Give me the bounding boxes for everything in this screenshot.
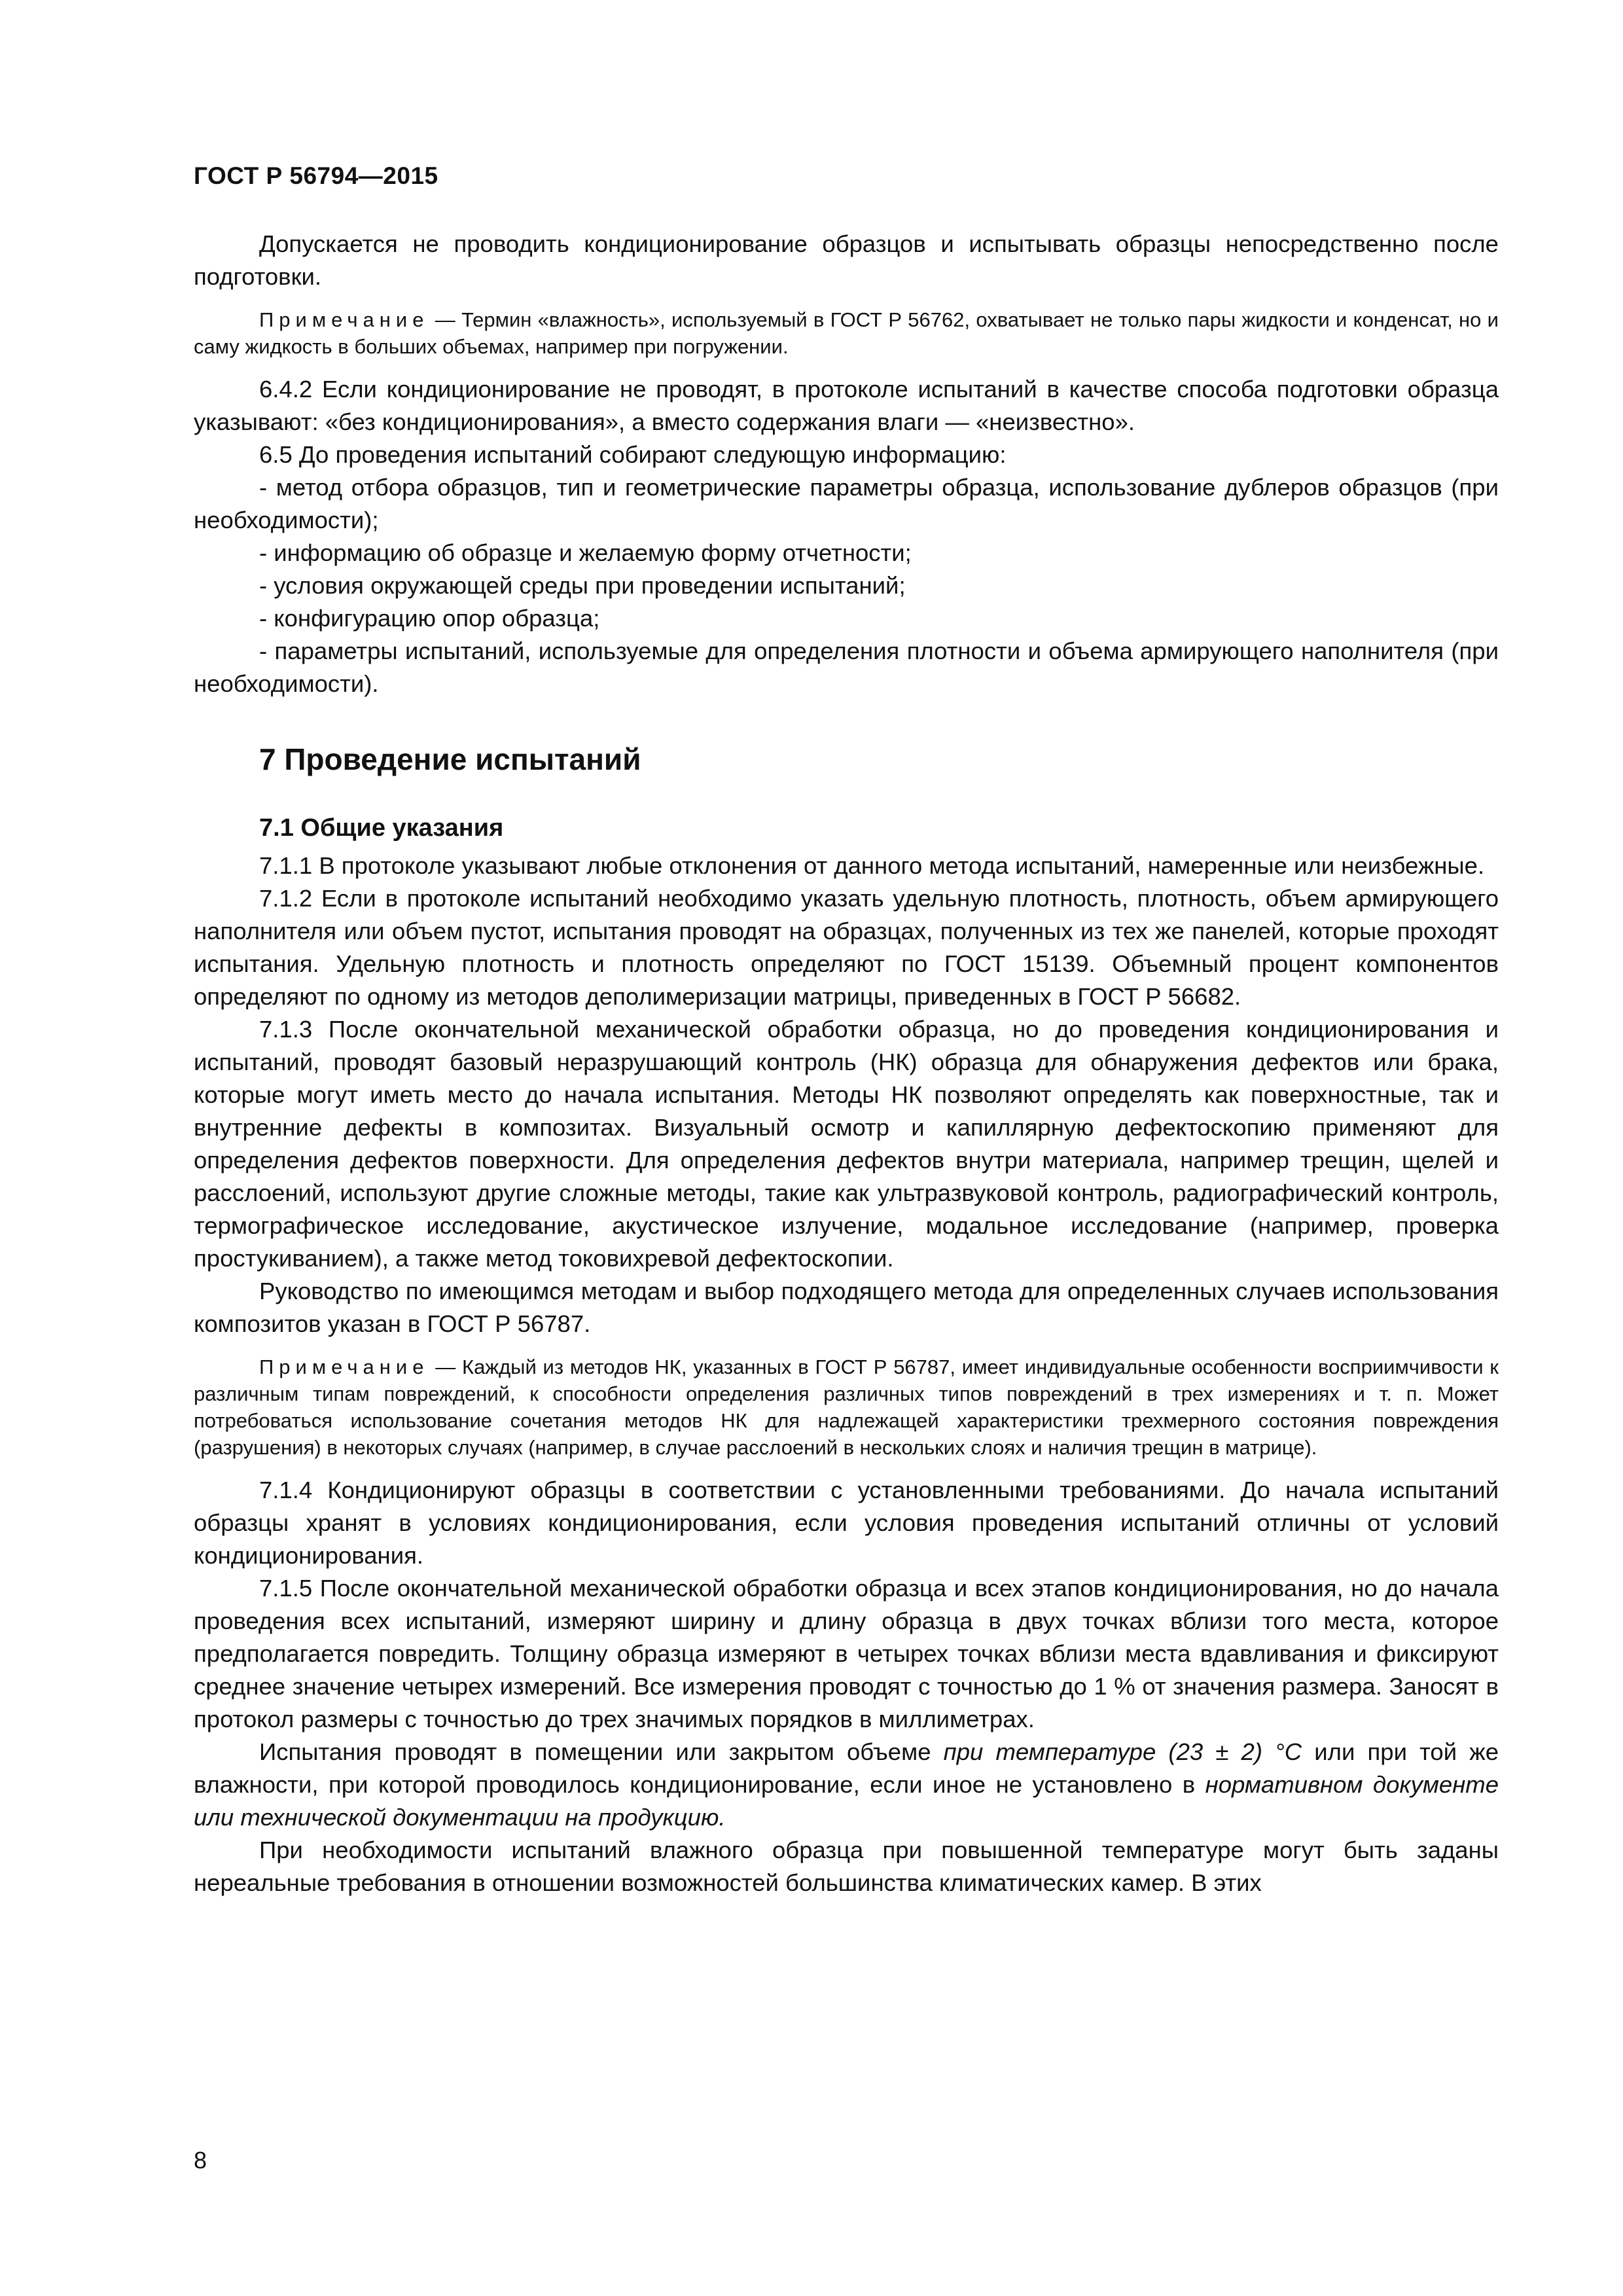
paragraph-7-1-5: 7.1.5 После окончательной механической обработки образца и всех этапов кондиционирования, но до начала проведения всех испытаний, измеряют ширину и длину образца в двух точках вблизи того места, которое предполагается повредить. Толщину образца измеряют в четырех точках вблизи места вдавливания и фиксируют среднее значение четырех измерений. Все измерения проводят с точностью до 1 % от значения размера. Заносят в протокол размеры с точностью до трех значимых порядков в миллиметрах. xyxy=(194,1575,1499,1732)
list-item: - метод отбора образцов, тип и геометрические параметры образца, использование дублеров образцов (при необходимости); xyxy=(194,474,1499,533)
paragraph-6-5: 6.5 До проведения испытаний собирают следующую информацию: xyxy=(259,441,1007,468)
list-item: - информацию об образце и желаемую форму отчетности; xyxy=(259,539,912,566)
note-humidity xyxy=(194,306,1499,360)
document-body xyxy=(194,228,1499,1899)
list-item: - условия окружающей среды при проведении испытаний; xyxy=(259,572,906,599)
paragraph-guide: Руководство по имеющимся методам и выбор подходящего метода для определенных случаев использования композитов указан в ГОСТ Р 56787. xyxy=(194,1278,1499,1337)
paragraph-7-1-2: 7.1.2 Если в протоколе испытаний необходимо указать удельную плотность, плотность, объем армирующего наполнителя или объем пустот, испытания проводят на образцах, полученных из тех же панелей, которые проходят испытания. Удельную плотность и плотность определяют по ГОСТ 15139. Объемный процент компонентов определяют по одному из методов деполимеризации матрицы, приведенных в ГОСТ Р 56682. xyxy=(194,885,1499,1010)
text-run: или при той же влажности, при которой проводилось кондиционирование, если иное не установлено в xyxy=(194,1738,1499,1798)
subsection-heading-7-1: 7.1 Общие указания xyxy=(259,814,504,842)
text-run-italic: нормативном документе или технической документации на продукцию. xyxy=(194,1771,1499,1831)
document-code-header: ГОСТ Р 56794—2015 xyxy=(194,162,438,189)
list-item: - конфигурацию опор образца; xyxy=(259,605,600,632)
paragraph-7-1-3: 7.1.3 После окончательной механической обработки образца, но до проведения кондиционирования и испытаний, проводят базовый неразрушающий контроль (НК) образца для обнаружения дефектов или брака, которые могут иметь место до начала испытания. Методы НК позволяют определять как поверхностные, так и внутренние дефекты в композитах. Визуальный осмотр и капиллярную дефектоскопию применяют для определения дефектов поверхности. Для определения дефектов внутри материала, например трещин, щелей и расслоений, используют другие сложные методы, такие как ультразвуковой контроль, радиографический контроль, термографическое исследование, акустическое излучение, модальное исследование (например, проверка простукиванием), а также метод токовихревой дефектоскопии. xyxy=(194,1016,1499,1272)
text-run: Испытания проводят в помещении или закрытом объеме xyxy=(259,1738,944,1765)
paragraph-7-1-4: 7.1.4 Кондиционируют образцы в соответствии с установленными требованиями. До начала испытаний образцы хранят в условиях кондиционирования, если условия проведения испытаний отличны от условий кондиционирования. xyxy=(194,1477,1499,1569)
page-number: 8 xyxy=(194,2147,207,2174)
note-text: — Каждый из методов НК, указанных в ГОСТ Р 56787, имеет индивидуальные особенности восприимчивости к различным типам повреждений, к способности определения различных типов повреждений в трех измерениях и т. п. Может потребоваться использование сочетания методов НК для надлежащей характеристики трехмерного состояния повреждения (разрушения) в некоторых случаях (например, в случае расслоений в нескольких слоях и наличия трещин в матрице). xyxy=(194,1355,1499,1459)
note-nk-methods xyxy=(194,1354,1499,1461)
paragraph-6-4-2: 6.4.2 Если кондиционирование не проводят, в протоколе испытаний в качестве способа подготовки образца указывают: «без кондиционирования», а вместо содержания влаги — «неизвестно». xyxy=(194,376,1499,435)
note-label: Примечание xyxy=(259,1355,429,1378)
paragraph-humid-specimen: При необходимости испытаний влажного образца при повышенной температуре могут быть заданы нереальные требования в отношении возможностей большинства климатических камер. В этих xyxy=(194,1837,1499,1896)
note-label: Примечание xyxy=(259,308,429,331)
note-text: — Термин «влажность», используемый в ГОСТ Р 56762, охватывает не только пары жидкости и конденсат, но и саму жидкость в больших объемах, например при погружении. xyxy=(194,308,1499,358)
paragraph-7-1-1: 7.1.1 В протоколе указывают любые отклонения от данного метода испытаний, намеренные или неизбежные. xyxy=(259,852,1485,879)
paragraph-conditioning-allowed: Допускается не проводить кондиционирование образцов и испытывать образцы непосредственно после подготовки. xyxy=(194,230,1499,290)
list-item: - параметры испытаний, используемые для определения плотности и объема армирующего наполнителя (при необходимости). xyxy=(194,637,1499,697)
text-run-italic: при температуре (23 ± 2) °C xyxy=(943,1738,1302,1765)
section-heading-7: 7 Проведение испытаний xyxy=(259,742,641,776)
paragraph-test-temperature xyxy=(194,1736,1499,1834)
